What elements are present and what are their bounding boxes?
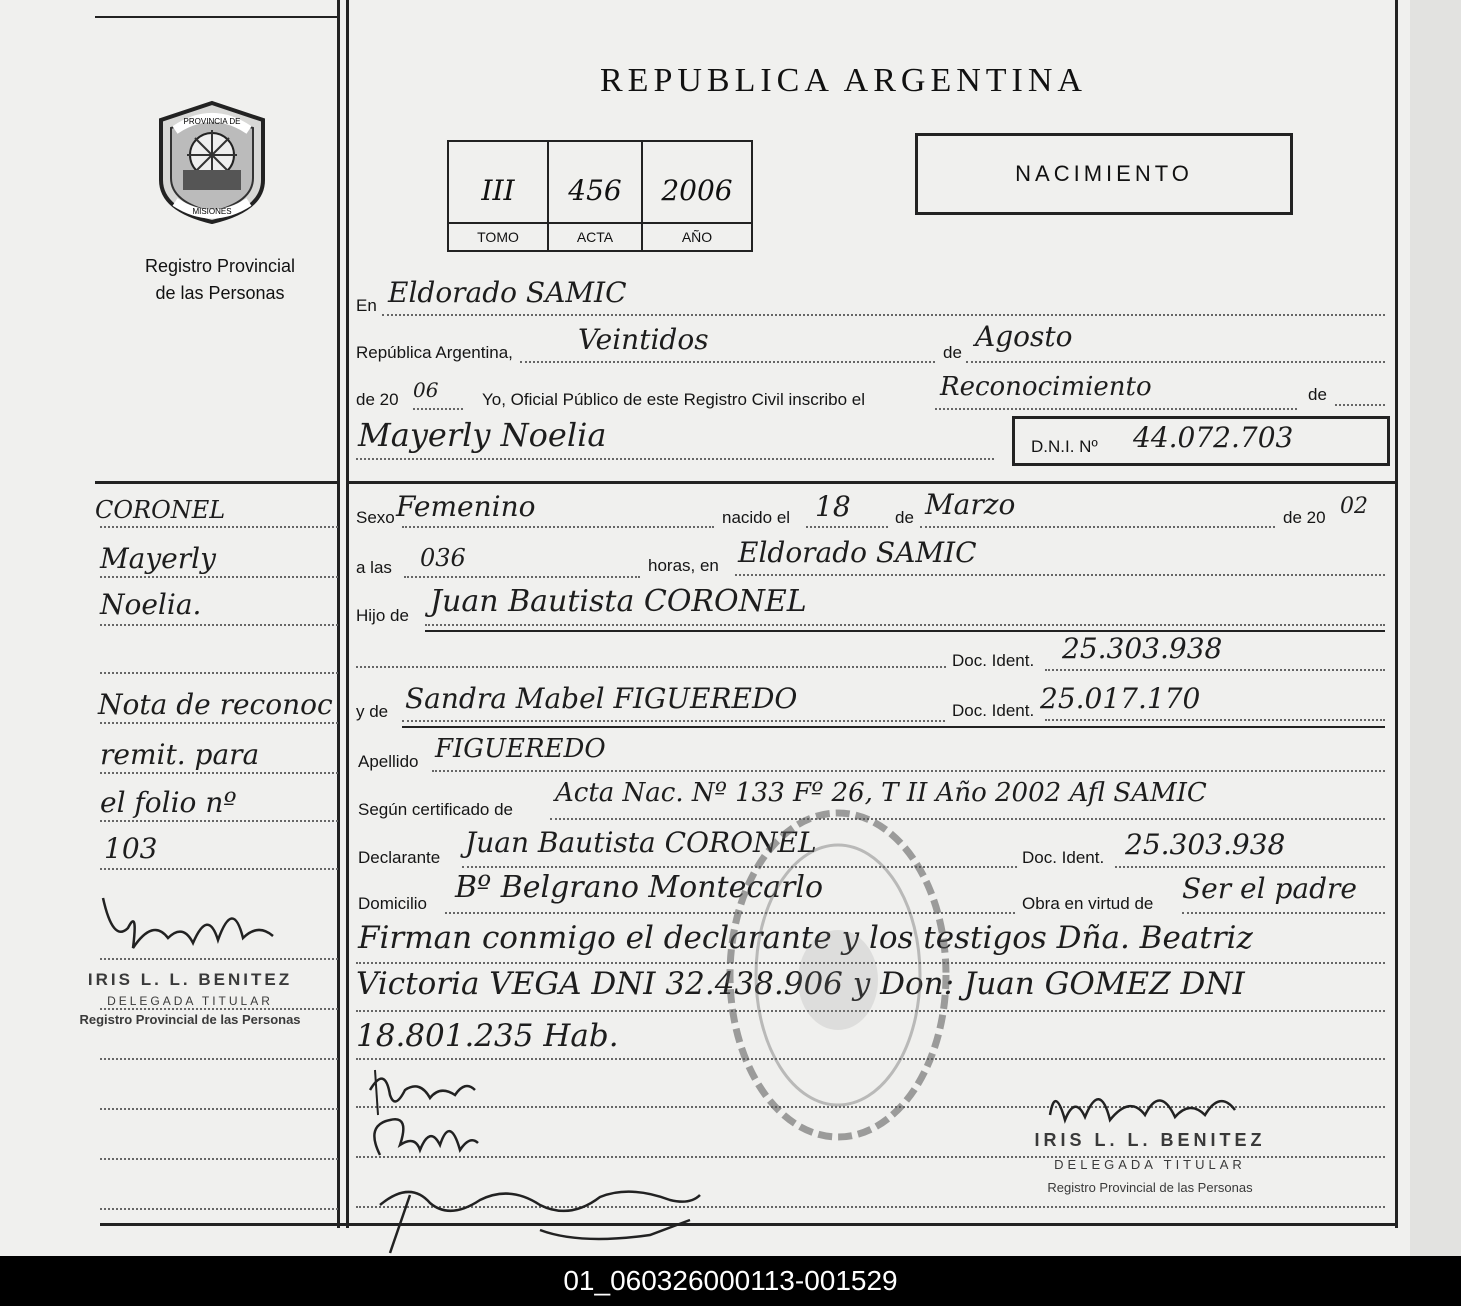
margin-line	[100, 1208, 338, 1210]
province-seal-logo	[155, 100, 270, 225]
label-yo-oficial: Yo, Oficial Público de este Registro Civil inscribo el	[482, 390, 865, 409]
label-obra: Obra en virtud de	[1022, 894, 1154, 913]
stamp-org: Registro Provincial de las Personas	[79, 1012, 301, 1027]
line-lugar-nac	[735, 574, 1385, 576]
label-de-20: de 20	[356, 390, 399, 409]
field-padre: Juan Bautista CORONEL	[430, 584, 807, 619]
line-mes	[966, 361, 1385, 363]
line-apellido	[432, 770, 1385, 772]
field-nacido-anio: 02	[1340, 494, 1368, 519]
stamp-role-right: DELEGADA TITULAR	[1054, 1157, 1246, 1172]
field-apellido: FIGUEREDO	[435, 734, 606, 764]
field-madre: Sandra Mabel FIGUEREDO	[405, 682, 798, 715]
label-doc-ident-declarante: Doc. Ident.	[1022, 848, 1105, 867]
field-declarante-doc: 25.303.938	[1125, 828, 1286, 861]
margin-line	[100, 624, 338, 626]
seal-text-bottom: MISIONES	[192, 207, 232, 216]
stamp-name-right: IRIS L. L. BENITEZ	[1034, 1130, 1266, 1150]
registry-caption	[100, 253, 340, 307]
label-declarante: Declarante	[358, 848, 441, 867]
field-lugar: Eldorado SAMIC	[388, 276, 627, 309]
label-nacido-el: nacido el	[722, 508, 791, 527]
line-hora	[404, 576, 640, 578]
registry-line-2: de las Personas	[155, 283, 285, 303]
right-border	[1395, 0, 1398, 1228]
seal-text-top: PROVINCIA DE	[183, 117, 241, 126]
margin-line	[100, 672, 338, 674]
tomo-label: TOMO	[449, 222, 547, 250]
margin-line	[100, 576, 338, 578]
margin-note-7: 103	[104, 832, 158, 865]
padre-rule	[425, 630, 1385, 632]
margin-line	[100, 1058, 338, 1060]
line-nacido-dia	[806, 526, 888, 528]
field-texto-1: Firman conmigo el declarante y los testigos Dña. Beatriz	[358, 920, 1253, 956]
mid-rule-left	[95, 481, 338, 484]
margin-note-1: CORONEL	[95, 496, 226, 524]
margin-signature	[98, 888, 278, 958]
registry-line-1: Registro Provincial	[144, 256, 296, 276]
label-de: de	[943, 343, 962, 362]
anio-label: AÑO	[643, 222, 751, 250]
line-en	[382, 314, 1385, 316]
field-nacido-mes: Marzo	[925, 488, 1016, 521]
line-declarante-doc	[1115, 866, 1385, 868]
field-nacido-dia: 18	[815, 490, 851, 523]
line-madre-doc	[1045, 719, 1385, 721]
field-texto-3: 18.801.235 Hab.	[356, 1018, 619, 1054]
margin-note-5: remit. para	[100, 738, 260, 771]
column-divider	[346, 0, 349, 1228]
margin-official-stamp	[40, 970, 340, 1027]
madre-rule	[402, 726, 1385, 728]
margin-line	[100, 1108, 338, 1110]
line-nombre	[356, 458, 994, 460]
margin-line	[100, 722, 338, 724]
line-padre-doc	[1045, 669, 1385, 671]
label-y-de: y de	[356, 702, 389, 721]
field-hora: 036	[420, 544, 466, 572]
column-divider	[337, 0, 340, 1228]
field-domicilio: Bº Belgrano Montecarlo	[455, 870, 824, 905]
label-de-2: de	[1308, 385, 1327, 404]
label-apellido: Apellido	[358, 752, 419, 771]
line-sexo	[402, 526, 714, 528]
label-republica: República Argentina,	[356, 343, 513, 362]
field-texto-2: Victoria VEGA DNI 32.438.906 y Don: Juan GOMEZ DNI	[356, 966, 1245, 1002]
top-rule-left	[95, 16, 338, 18]
label-domicilio: Domicilio	[358, 894, 427, 913]
record-type-box: NACIMIENTO	[915, 133, 1293, 215]
stamp-name: IRIS L. L. BENITEZ	[87, 970, 293, 989]
official-round-seal	[718, 800, 958, 1150]
margin-line	[100, 772, 338, 774]
field-acto: Reconocimiento	[940, 372, 1152, 402]
label-doc-ident-padre: Doc. Ident.	[952, 651, 1035, 670]
line-madre	[402, 720, 945, 722]
line-dia	[520, 361, 935, 363]
anio-cell	[643, 142, 751, 250]
margin-note-4: Nota de reconoc	[98, 688, 333, 721]
line-acto	[935, 408, 1297, 410]
page-title: REPUBLICA ARGENTINA	[600, 62, 1087, 99]
label-segun: Según certificado de	[358, 800, 513, 819]
signature-oficial	[1040, 1075, 1240, 1135]
line-nacido-mes	[920, 526, 1275, 528]
acta-label: ACTA	[549, 222, 641, 250]
margin-note-2: Mayerly	[100, 542, 216, 575]
anio-value: 2006	[661, 174, 733, 207]
paper-edge	[1410, 0, 1461, 1256]
field-dia-texto: Veintidos	[578, 323, 709, 356]
acta-value: 456	[568, 174, 622, 207]
field-declarante: Juan Bautista CORONEL	[465, 826, 817, 859]
margin-line	[100, 820, 338, 822]
field-anio-sufijo: 06	[413, 378, 439, 402]
line-anio	[413, 408, 463, 410]
registry-box	[447, 140, 753, 252]
mid-rule-right	[347, 481, 1396, 484]
line-certificado	[550, 818, 1385, 820]
signature-juan-gomez	[350, 1175, 710, 1255]
field-madre-doc: 25.017.170	[1040, 682, 1201, 715]
bottom-rule	[100, 1223, 1396, 1226]
image-id-footer: 01_060326000113-001529	[0, 1256, 1461, 1306]
field-obra: Ser el padre	[1182, 872, 1357, 905]
stamp-role: DELEGADA TITULAR	[107, 994, 273, 1008]
label-de-20-b: de 20	[1283, 508, 1326, 527]
label-dni: D.N.I. Nº	[1031, 437, 1098, 456]
field-dni: 44.072.703	[1133, 421, 1294, 454]
margin-line	[100, 526, 338, 528]
label-a-las: a las	[356, 558, 392, 577]
margin-note-6: el folio nº	[100, 786, 237, 819]
label-hijo-de: Hijo de	[356, 606, 409, 625]
official-stamp	[1010, 1130, 1290, 1195]
field-sexo: Femenino	[396, 490, 536, 523]
line-de-2	[1335, 404, 1385, 406]
line-padre-2	[356, 666, 946, 668]
field-mes-texto: Agosto	[975, 320, 1073, 353]
margin-line	[100, 868, 338, 870]
label-de-3: de	[895, 508, 914, 527]
acta-cell	[549, 142, 643, 250]
signature-acuna	[360, 1105, 490, 1165]
field-nombre: Mayerly Noelia	[358, 416, 607, 454]
line-obra	[1182, 912, 1385, 914]
field-lugar-nac: Eldorado SAMIC	[738, 536, 977, 569]
dni-box	[1012, 416, 1390, 466]
field-padre-doc: 25.303.938	[1062, 632, 1223, 665]
margin-note-3: Noelia.	[100, 588, 202, 621]
margin-line	[100, 1158, 338, 1160]
tomo-value: III	[481, 174, 515, 207]
label-horas-en: horas, en	[648, 556, 719, 575]
field-certificado: Acta Nac. Nº 133 Fº 26, T II Año 2002 Afl SAMIC	[555, 778, 1207, 808]
label-sexo: Sexo	[356, 508, 395, 527]
line-padre	[425, 624, 1385, 626]
tomo-cell	[449, 142, 549, 250]
label-en: En	[356, 296, 377, 315]
margin-line	[100, 958, 338, 960]
stamp-org-right: Registro Provincial de las Personas	[1047, 1180, 1253, 1195]
label-doc-ident-madre: Doc. Ident.	[952, 701, 1035, 720]
